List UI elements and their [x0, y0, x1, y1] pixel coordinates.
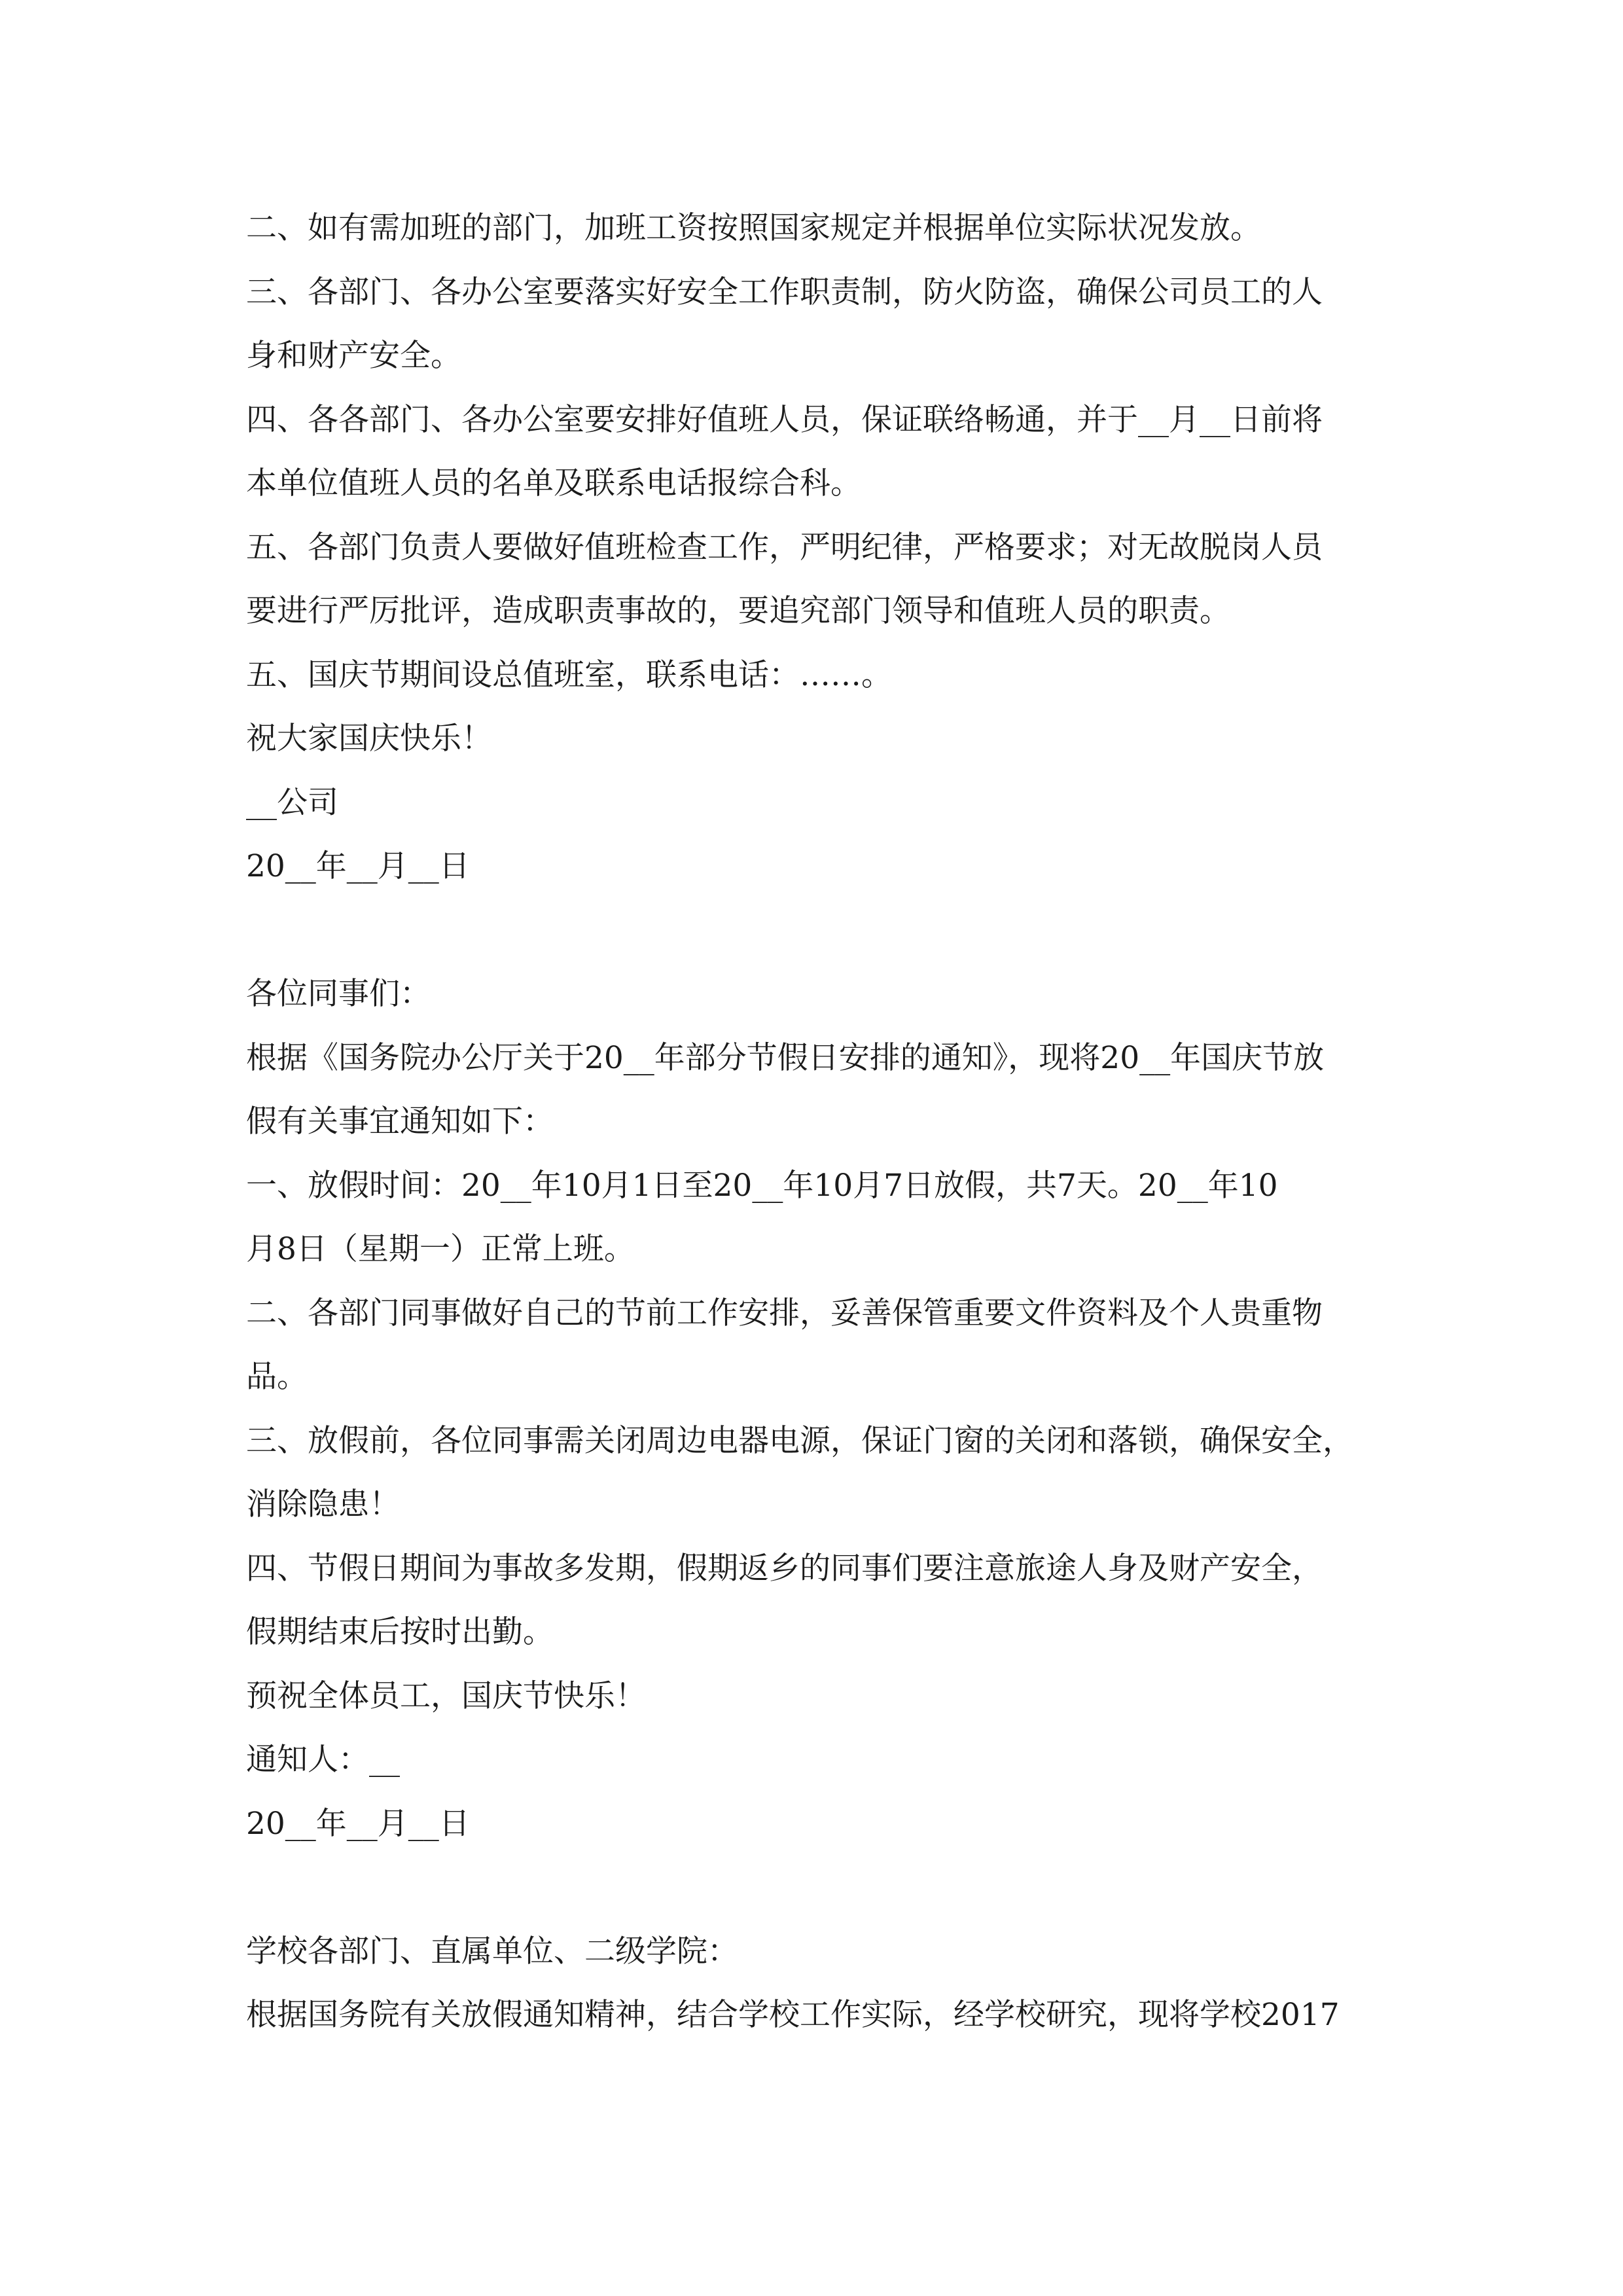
paragraph-intro: 根据《国务院办公厅关于20__年部分节假日安排的通知》，现将20__年国庆节放 — [246, 1039, 1325, 1076]
salutation: 各位同事们： — [246, 976, 431, 1012]
paragraph-holiday-time-cont: 月8日（星期一）正常上班。 — [246, 1231, 635, 1267]
signature-notifier: 通知人：__ — [246, 1742, 400, 1778]
paragraph-travel-safety-cont: 假期结束后按时出勤。 — [246, 1614, 554, 1650]
salutation: 学校各部门、直属单位、二级学院： — [246, 1933, 738, 1969]
paragraph-power-off-cont: 消除隐患！ — [246, 1486, 400, 1522]
paragraph-overtime-pay: 二、如有需加班的部门，加班工资按照国家规定并根据单位实际状况发放。 — [246, 210, 1261, 246]
paragraph-safety-duty: 三、各部门、各办公室要落实好安全工作职责制，防火防盗，确保公司员工的人 — [246, 274, 1323, 310]
paragraph-duty-inspection: 五、各部门负责人要做好值班检查工作，严明纪律，严格要求；对无故脱岗人员 — [246, 529, 1323, 565]
paragraph-duty-staff: 四、各各部门、各办公室要安排好值班人员，保证联络畅通，并于__月__日前将 — [246, 401, 1323, 438]
paragraph-work-arrangement: 二、各部门同事做好自己的节前工作安排，妥善保管重要文件资料及个人贵重物 — [246, 1295, 1323, 1331]
paragraph-work-arrangement-cont: 品。 — [246, 1359, 308, 1395]
notice-section-3 — [246, 1920, 1385, 2047]
paragraph-intro-cont: 假有关事宜通知如下： — [246, 1103, 554, 1139]
paragraph-travel-safety: 四、节假日期间为事故多发期，假期返乡的同事们要注意旅途人身及财产安全， — [246, 1550, 1323, 1587]
paragraph-duty-inspection-cont: 要进行严厉批评，造成职责事故的，要追究部门领导和值班人员的职责。 — [246, 593, 1230, 629]
signature-company: __公司 — [246, 784, 338, 821]
section-divider — [246, 1856, 1385, 1920]
document-body — [246, 196, 1385, 2047]
section-divider — [246, 899, 1385, 963]
paragraph-intro: 根据国务院有关放假通知精神，结合学校工作实际，经学校研究，现将学校2017 — [246, 1997, 1340, 2033]
signature-date: 20__年__月__日 — [246, 848, 470, 884]
notice-section-1 — [246, 196, 1385, 899]
greeting-line: 预祝全体员工，国庆节快乐！ — [246, 1677, 646, 1714]
greeting-line: 祝大家国庆快乐！ — [246, 721, 492, 757]
paragraph-duty-staff-cont: 本单位值班人员的名单及联系电话报综合科。 — [246, 465, 861, 501]
paragraph-holiday-time: 一、放假时间：20__年10月1日至20__年10月7日放假，共7天。20__年10 — [246, 1167, 1278, 1204]
signature-date: 20__年__月__日 — [246, 1805, 470, 1842]
paragraph-power-off: 三、放假前，各位同事需关闭周边电器电源，保证门窗的关闭和落锁，确保安全， — [246, 1422, 1353, 1459]
paragraph-duty-office: 五、国庆节期间设总值班室，联系电话：……。 — [246, 656, 892, 693]
notice-section-2 — [246, 962, 1385, 1856]
paragraph-safety-duty-cont: 身和财产安全。 — [246, 338, 461, 374]
